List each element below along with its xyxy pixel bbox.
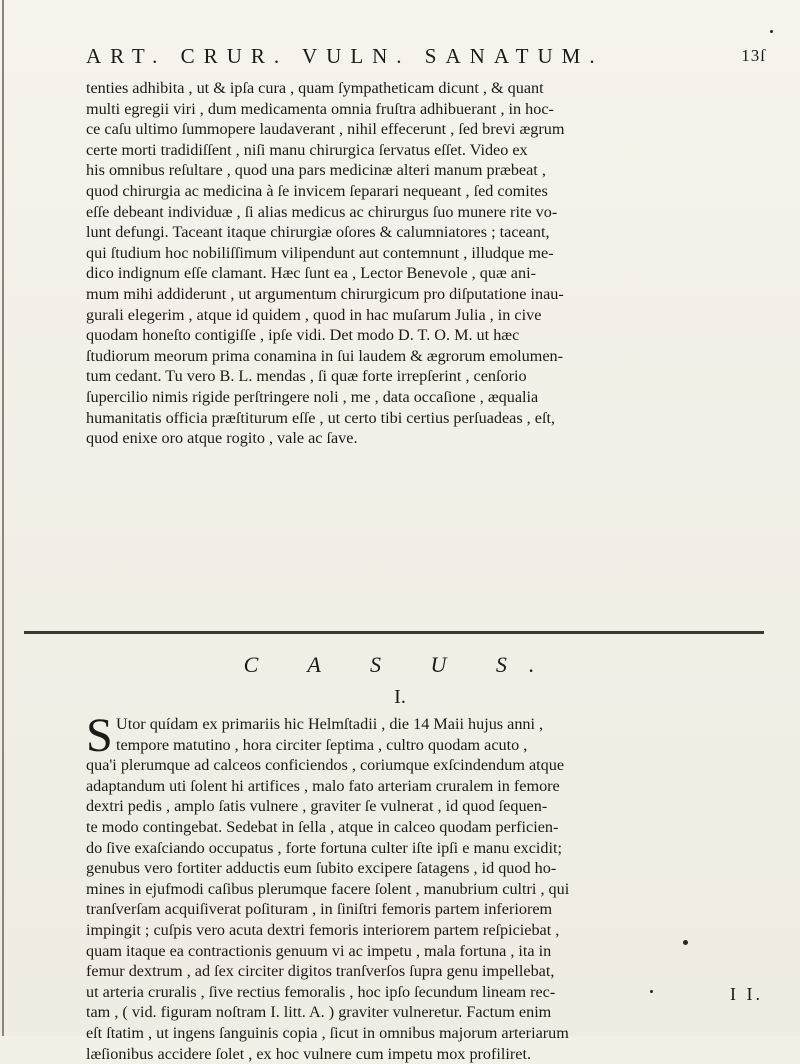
text-line: gurali elegerim , atque id quidem , quod in hac muſarum Julia , in cive [86, 305, 766, 326]
text-line: dico indignum eſſe clamant. Hæc ſunt ea , Lector Benevole , quæ ani- [86, 263, 766, 284]
text-line: eſſe debeant individuæ , ſi alias medicus ac chirurgus ſuo munere rite vo- [86, 202, 766, 223]
text-line: quod enixe oro atque rogito , vale ac ſave. [86, 428, 766, 449]
text-line: dextri pedis , amplo ſatis vulnere , graviter ſe vulnerat , id quod ſequen- [86, 796, 766, 817]
case-paragraph [86, 714, 766, 1064]
text-line: qui ſtudium hoc nobiliſſimum vilipendunt aut contemnunt , illudque me- [86, 243, 766, 264]
section-heading-wrap [0, 652, 800, 678]
text-line: femur dextrum , ad ſex circiter digitos tranſverſos ſupra genu impellebat, [86, 961, 766, 982]
text-line: genubus vero fortiter adductis eum ſubito excipere ſatagens , id quod ho- [86, 858, 766, 879]
text-line: te modo contingebat. Sedebat in ſella , atque in calceo quodam perficien- [86, 817, 766, 838]
text-line: læſionibus accidere ſolet , ex hoc vulnere cum impetu mox profiliret. [86, 1044, 766, 1064]
text-line: ut arteria cruralis , ſive rectius femoralis , hoc ipſo ſecundum lineam rec- [86, 982, 766, 1003]
text-line: quodam honeſto contigiſſe , ipſe vidi. Det modo D. T. O. M. ut hæc [86, 325, 766, 346]
text-line: tranſverſam acquiſiverat poſituram , in ſiniſtri femoris partem inferiorem [86, 899, 766, 920]
section-numeral-wrap [0, 686, 800, 709]
text-line: multi egregii viri , dum medicamenta omnia fruſtra adhibuerant , in hoc- [86, 99, 766, 120]
text-line: humanitatis officia præſtiturum eſſe , ut certo tibi certius perſuadeas , eſt, [86, 408, 766, 429]
running-head-title: ART. CRUR. VULN. SANATUM. [86, 44, 604, 69]
text-line: adaptandum uti ſolent hi artifices , malo fato arteriam cruralem in femore [86, 776, 766, 797]
text-line: certe morti tradidiſſent , niſi manu chirurgica ſervatus eſſet. Video ex [86, 140, 766, 161]
section-divider-rule [24, 631, 764, 634]
ink-speck [770, 30, 773, 33]
ink-speck [650, 990, 653, 993]
text-line: eſt ſtatim , ut ingens ſanguinis copia , ſicut in omnibus majorum arteriarum [86, 1023, 766, 1044]
text-line: tam , ( vid. figuram noſtram I. litt. A. ) graviter vulneretur. Factum enim [86, 1002, 766, 1023]
text-line: do ſive exaſciando occupatus , forte fortuna culter iſte ipſi e manu excidit; [86, 838, 766, 859]
text-line: mines in ejufmodi caſibus plerumque facere ſolent , manubrium cultri , qui [86, 879, 766, 900]
text-line: Utor quídam ex primariis hic Helmſtadii , die 14 Maii hujus anni , [86, 714, 766, 735]
page-number: 13ſ [741, 46, 766, 66]
text-line: lunt defungi. Taceant itaque chirurgiæ oſores & calumniatores ; taceant, [86, 222, 766, 243]
catchword: I I. [730, 984, 763, 1005]
page-edge-rule [2, 0, 4, 1036]
running-head [86, 44, 766, 74]
text-line: tempore matutino , hora circiter ſeptima , cultro quodam acuto , [86, 735, 766, 756]
text-line: tum cedant. Tu vero B. L. mendas , ſi quæ forte irrepſerint , cenſorio [86, 366, 766, 387]
text-line: quam itaque ea contractionis genuum vi ac impetu , mala fortuna , ita in [86, 941, 766, 962]
preface-paragraph [86, 78, 766, 449]
section-heading: C A S U S. [244, 652, 557, 677]
text-line: ſtudiorum meorum prima conamina in ſui laudem & ægrorum emolumen- [86, 346, 766, 367]
text-line: ſupercilio nimis rigide perſtringere noli , me , data occaſione , æqualia [86, 387, 766, 408]
drop-cap: S [86, 716, 113, 756]
text-line: tenties adhibita , ut & ipſa cura , quam ſympatheticam dicunt , & quant [86, 78, 766, 99]
text-line: ce caſu ultimo ſummopere laudaverant , nihil effecerunt , ſed brevi ægrum [86, 119, 766, 140]
ink-speck [683, 940, 688, 945]
section-numeral: I. [394, 686, 406, 708]
text-line: quod chirurgia ac medicina à ſe invicem ſeparari nequeant , ſed comites [86, 181, 766, 202]
text-line: his omnibus reſultare , quod una pars medicinæ alteri manum præbeat , [86, 160, 766, 181]
text-line: mum mihi addiderunt , ut argumentum chirurgicum pro diſputatione inau- [86, 284, 766, 305]
text-line: qua'i plerumque ad calceos conficiendos , coriumque exſcindendum atque [86, 755, 766, 776]
text-line: impingit ; cuſpis vero acuta dextri femoris interiorem partem reſpiciebat , [86, 920, 766, 941]
